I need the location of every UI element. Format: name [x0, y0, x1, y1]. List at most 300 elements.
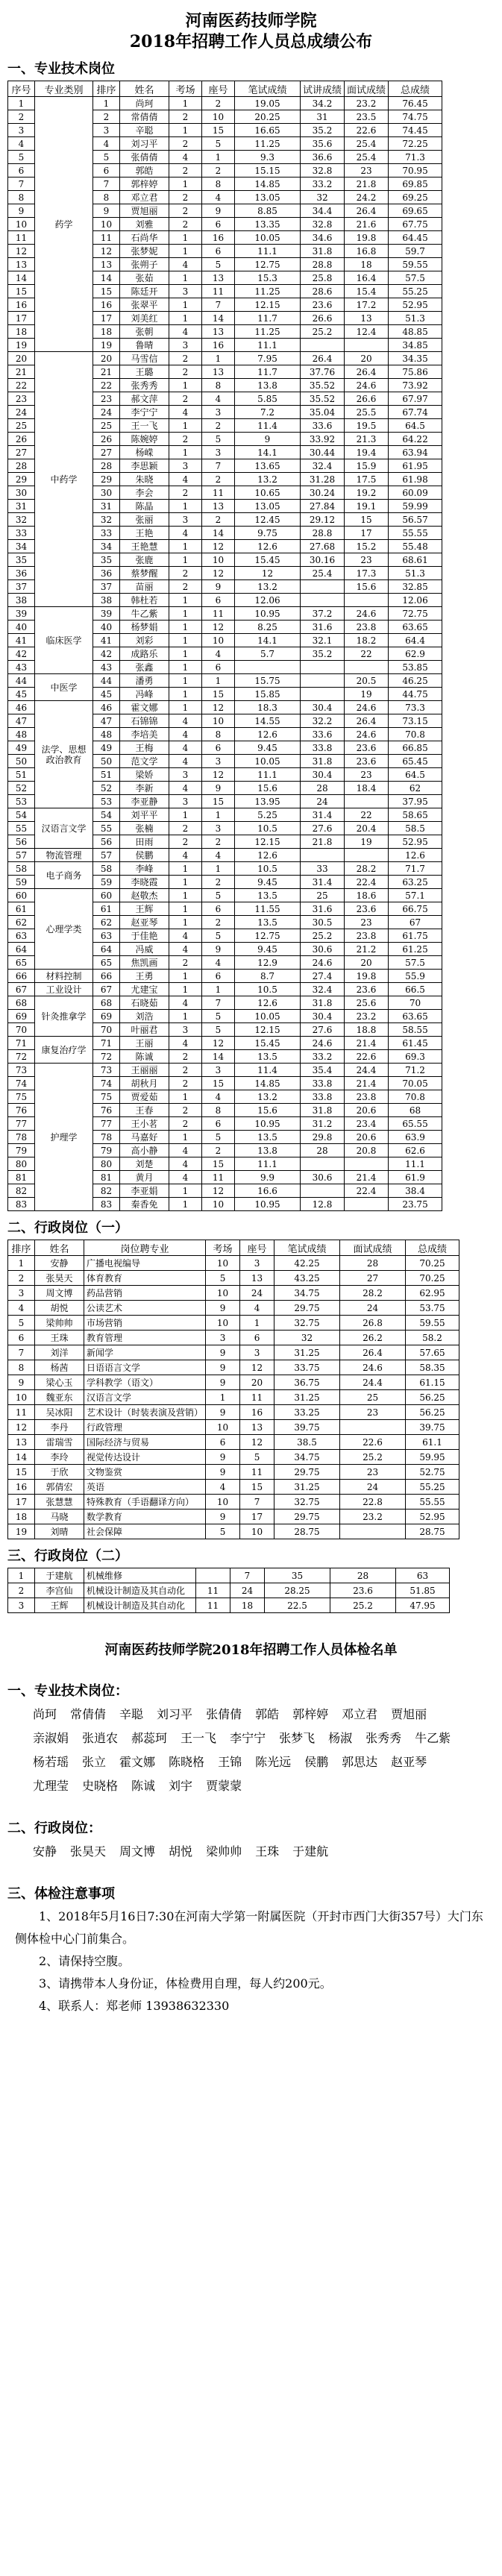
table-cell: 贾爱茹 [120, 1090, 169, 1104]
table-cell: 24.6 [345, 728, 389, 741]
table-cell: 51 [8, 768, 35, 782]
table-cell: 83 [8, 1198, 35, 1211]
table-cell: 10 [202, 1198, 235, 1211]
table-cell: 20.6 [345, 1104, 389, 1117]
table-cell: 邓立君 [120, 191, 169, 204]
table-cell: 50 [8, 755, 35, 768]
table-cell: 2 [169, 1077, 202, 1090]
table-cell: 36.75 [274, 1375, 340, 1390]
table-cell: 15 [8, 1465, 35, 1480]
table-cell: 9 [8, 1375, 35, 1390]
table-cell: 37.76 [301, 365, 345, 379]
table-cell: 23 [340, 1465, 406, 1480]
table-cell: 33.6 [301, 419, 345, 433]
table-cell: 11.1 [389, 1157, 442, 1171]
table-cell: 43 [8, 661, 35, 674]
table-cell: 74.75 [389, 110, 442, 124]
table-cell: 23.2 [345, 1010, 389, 1023]
table-cell: 14 [202, 527, 235, 540]
table-cell: 1 [169, 916, 202, 929]
category-cell: 电子商务 [35, 862, 93, 889]
table-cell: 75 [8, 1090, 35, 1104]
name-item: 郭皓 [255, 1707, 280, 1721]
name-item: 张秀秀 [365, 1731, 402, 1745]
category-cell: 临床医学 [35, 607, 93, 674]
table-cell: 13 [202, 500, 235, 513]
table-cell: 5 [8, 151, 35, 164]
table-cell: 61.25 [389, 943, 442, 956]
table-cell: 9.75 [235, 527, 301, 540]
table-cell: 10 [8, 218, 35, 231]
table-cell: 4 [202, 849, 235, 862]
table-cell: 13 [93, 258, 120, 271]
table-cell: 9 [8, 204, 35, 218]
table-cell: 18.8 [345, 1023, 389, 1037]
table-cell: 机械维修 [84, 1568, 196, 1583]
table-cell: 8.85 [235, 204, 301, 218]
table-cell: 45 [93, 688, 120, 701]
table-cell: 9 [93, 204, 120, 218]
table-cell: 24.4 [345, 1064, 389, 1077]
table-cell: 8.25 [235, 621, 301, 634]
table-cell: 鲁晴 [120, 339, 169, 352]
table-cell: 1 [169, 647, 202, 661]
table-cell: 1 [169, 1184, 202, 1198]
table-cell: 社会保障 [84, 1524, 206, 1539]
table-cell: 39 [8, 607, 35, 621]
table-cell: 52.95 [406, 1510, 459, 1524]
table-cell: 10 [206, 1420, 240, 1435]
category-cell: 法学、思想政治教育 [35, 701, 93, 808]
table-cell: 3 [240, 1256, 274, 1271]
table-cell: 6 [206, 1435, 240, 1450]
table-admin-2 [7, 1568, 450, 1613]
table-row [8, 1360, 459, 1375]
table-cell: 6 [93, 164, 120, 178]
table-cell: 视觉传达设计 [84, 1450, 206, 1465]
table-cell: 王丽丽 [120, 1064, 169, 1077]
table-cell: 64.4 [389, 634, 442, 647]
table-cell: 27 [8, 446, 35, 459]
table-cell [301, 849, 345, 862]
table-cell: 57.65 [406, 1345, 459, 1360]
table-cell: 12 [235, 567, 301, 580]
table-cell: 30 [8, 486, 35, 500]
table-cell: 9 [206, 1345, 240, 1360]
table-cell: 79 [8, 1144, 35, 1157]
table-cell: 23.8 [345, 929, 389, 943]
table-cell: 24.6 [345, 701, 389, 714]
table-cell: 16.65 [235, 124, 301, 137]
table-row [8, 1495, 459, 1510]
table-cell [301, 339, 345, 352]
table-cell: 23.6 [301, 298, 345, 312]
name-item: 王珠 [255, 1844, 280, 1859]
table-cell: 安静 [35, 1256, 84, 1271]
table-cell: 65 [93, 956, 120, 970]
table-cell: 张倩倩 [120, 151, 169, 164]
table-cell: 64.45 [389, 231, 442, 245]
table-cell: 33.25 [274, 1405, 340, 1420]
table-row [8, 1583, 450, 1598]
table-cell: 77 [8, 1117, 35, 1131]
table-cell: 19 [345, 688, 389, 701]
table-cell: 20.6 [345, 1131, 389, 1144]
table-cell: 23.6 [345, 741, 389, 755]
table-cell: 新闻学 [84, 1345, 206, 1360]
table-cell: 23.8 [345, 1090, 389, 1104]
table-cell: 1 [169, 674, 202, 688]
table-cell: 32.75 [274, 1316, 340, 1331]
table-cell: 4 [202, 392, 235, 406]
table-cell: 70.25 [406, 1256, 459, 1271]
table-admin-1 [7, 1240, 459, 1539]
table-cell: 23.75 [389, 1198, 442, 1211]
table-cell: 9.45 [235, 741, 301, 755]
table-cell: 6 [240, 1331, 274, 1345]
table-cell: 72 [8, 1050, 35, 1064]
table-cell: 1 [169, 1010, 202, 1023]
table-cell: 12 [202, 621, 235, 634]
table-cell: 1 [169, 540, 202, 553]
table-cell: 23.8 [345, 621, 389, 634]
table-cell: 68 [389, 1104, 442, 1117]
table-cell: 10.95 [235, 607, 301, 621]
table-row [8, 1510, 459, 1524]
table-cell: 24.6 [340, 1360, 406, 1375]
table-cell: 33 [93, 527, 120, 540]
table-cell: 11 [196, 1583, 230, 1598]
table-cell: 78 [93, 1131, 120, 1144]
table-cell: 4 [169, 996, 202, 1010]
table-cell: 刘美红 [120, 312, 169, 325]
table-cell: 51.3 [389, 312, 442, 325]
table-cell: 64.22 [389, 433, 442, 446]
table-cell: 8 [93, 191, 120, 204]
table-cell: 81 [93, 1171, 120, 1184]
name-item: 王一飞 [181, 1731, 217, 1745]
table-cell: 5 [202, 1131, 235, 1144]
table-cell: 王春 [120, 1104, 169, 1117]
table-cell: 33.8 [301, 1077, 345, 1090]
table-cell: 11 [202, 285, 235, 298]
table-cell: 21.4 [345, 1037, 389, 1050]
table-cell: 39.75 [274, 1420, 340, 1435]
table-cell: 30.44 [301, 446, 345, 459]
name-item: 张梦飞 [279, 1731, 316, 1745]
table-cell: 1 [169, 862, 202, 876]
table-cell: 11.7 [235, 365, 301, 379]
table-cell: 42.25 [274, 1256, 340, 1271]
table-cell: 1 [169, 634, 202, 647]
table-cell: 60 [93, 889, 120, 902]
table-cell: 51.3 [389, 567, 442, 580]
table-cell: 31.25 [274, 1480, 340, 1495]
table-cell: 1 [169, 245, 202, 258]
table-cell: 苗丽 [120, 580, 169, 594]
table-cell: 10 [202, 634, 235, 647]
table-cell: 77 [93, 1117, 120, 1131]
table-cell: 8 [8, 1360, 35, 1375]
table-cell: 2 [202, 164, 235, 178]
table-cell: 2 [202, 1144, 235, 1157]
table-cell: 67.74 [389, 406, 442, 419]
table-cell: 35 [8, 553, 35, 567]
table-cell: 3 [169, 339, 202, 352]
header-cell: 面试成绩 [345, 81, 389, 97]
table-cell: 69.85 [389, 178, 442, 191]
table-cell: 23 [345, 553, 389, 567]
table-cell: 7 [8, 178, 35, 191]
table-cell: 刘洋 [35, 1345, 84, 1360]
table-cell: 18.6 [345, 889, 389, 902]
table-cell: 4 [202, 191, 235, 204]
header-cell: 考场 [206, 1240, 240, 1256]
table-cell: 20 [240, 1375, 274, 1390]
table-cell: 3 [169, 768, 202, 782]
table-cell: 31.25 [274, 1345, 340, 1360]
table-cell: 65 [8, 956, 35, 970]
table-cell: 21 [8, 365, 35, 379]
table-cell: 17 [8, 312, 35, 325]
table-cell: 68 [93, 996, 120, 1010]
table-cell: 70.8 [389, 728, 442, 741]
table-cell: 22 [345, 647, 389, 661]
table-cell: 1 [202, 352, 235, 365]
table-cell: 13.8 [235, 1144, 301, 1157]
table-cell: 73.15 [389, 714, 442, 728]
table-cell: 66 [8, 970, 35, 983]
table-cell: 2 [169, 352, 202, 365]
table-cell: 4 [202, 956, 235, 970]
table-cell: 31.4 [301, 876, 345, 889]
table-cell: 58.55 [389, 1023, 442, 1037]
table-cell: 18 [230, 1598, 265, 1613]
table-cell: 3 [202, 822, 235, 835]
table-cell: 15 [202, 1077, 235, 1090]
table-cell: 61.45 [389, 1037, 442, 1050]
table-cell: 24.2 [345, 191, 389, 204]
header-cell: 试讲成绩 [301, 81, 345, 97]
table-cell: 5 [93, 151, 120, 164]
table-cell: 69 [93, 1010, 120, 1023]
table-cell: 22 [345, 808, 389, 822]
table-cell: 23.2 [340, 1510, 406, 1524]
name-item: 邓立君 [342, 1707, 378, 1721]
table-cell: 58.2 [406, 1331, 459, 1345]
table-cell: 44 [8, 674, 35, 688]
table-cell: 12 [202, 768, 235, 782]
table-cell: 1 [169, 298, 202, 312]
table-cell: 24.6 [301, 956, 345, 970]
table-cell: 26 [93, 433, 120, 446]
table-cell: 73 [93, 1064, 120, 1077]
table-cell: 胡悦 [35, 1301, 84, 1316]
name-item: 贾旭丽 [391, 1707, 427, 1721]
table-cell: 王辉 [120, 902, 169, 916]
table-cell: 20.25 [235, 110, 301, 124]
table-cell: 57.5 [389, 271, 442, 285]
table-cell: 61 [93, 902, 120, 916]
table-cell: 28.6 [301, 285, 345, 298]
header-cell: 笔试成绩 [274, 1240, 340, 1256]
table-cell: 47.95 [396, 1598, 450, 1613]
table-cell: 61.95 [389, 459, 442, 473]
table-cell: 33.6 [301, 728, 345, 741]
table-cell: 特殊教育（手语翻译方向） [84, 1495, 206, 1510]
table-cell: 1 [202, 983, 235, 996]
table-cell: 32.75 [274, 1495, 340, 1510]
category-cell: 康复治疗学 [35, 1037, 93, 1064]
table-cell: 刘彩 [120, 634, 169, 647]
table-cell: 28 [330, 1568, 396, 1583]
table-cell: 24 [340, 1480, 406, 1495]
table-cell: 体育教育 [84, 1271, 206, 1286]
table-cell: 64 [8, 943, 35, 956]
table-cell: 55.25 [406, 1480, 459, 1495]
table-cell: 27.6 [301, 1023, 345, 1037]
table-cell: 69 [8, 1010, 35, 1023]
table-cell: 20.5 [345, 674, 389, 688]
table-cell: 67 [8, 983, 35, 996]
table-cell: 黄月 [120, 1171, 169, 1184]
table-cell: 25.6 [345, 996, 389, 1010]
table-cell: 郭皓 [120, 164, 169, 178]
table-cell: 17 [8, 1495, 35, 1510]
name-item: 王锦 [218, 1755, 242, 1769]
table-cell: 15 [202, 124, 235, 137]
table-cell: 22 [93, 379, 120, 392]
table-cell: 12.15 [235, 1023, 301, 1037]
table-cell: 4 [169, 473, 202, 486]
category-cell: 针灸推拿学 [35, 996, 93, 1037]
table-cell: 11 [8, 1405, 35, 1420]
table-cell: 22.6 [345, 124, 389, 137]
table-cell: 14.1 [235, 446, 301, 459]
table-cell: 13.2 [235, 473, 301, 486]
table-cell: 14 [202, 312, 235, 325]
table-cell: 艺术设计（时装表演及营销） [84, 1405, 206, 1420]
table-cell: 23.6 [345, 902, 389, 916]
table-cell: 9 [202, 782, 235, 795]
notice-group2-title: 二、行政岗位： [7, 1821, 101, 1836]
table-cell [345, 594, 389, 607]
table-cell: 72.75 [389, 607, 442, 621]
table-row [8, 1064, 442, 1077]
table-cell: 27 [340, 1271, 406, 1286]
table-cell: 12.6 [235, 996, 301, 1010]
table-cell: 1 [8, 1568, 35, 1583]
name-item: 张倩倩 [206, 1707, 242, 1721]
name-item: 牛乙紫 [415, 1731, 451, 1745]
name-item: 胡悦 [169, 1844, 193, 1859]
table-cell: 41 [93, 634, 120, 647]
table-cell: 3 [202, 1064, 235, 1077]
table-cell: 辛聪 [120, 124, 169, 137]
table-cell: 69.65 [389, 204, 442, 218]
table-cell: 31 [8, 500, 35, 513]
table-cell: 7.2 [235, 406, 301, 419]
table-row [8, 849, 442, 862]
name-item: 周文博 [119, 1844, 156, 1859]
table-cell: 36.6 [301, 151, 345, 164]
table-cell: 15 [8, 285, 35, 298]
table-cell: 62 [389, 782, 442, 795]
notice-items [15, 1906, 484, 2017]
table-cell: 16 [202, 339, 235, 352]
category-cell: 物流管理 [35, 849, 93, 862]
table-cell: 44 [93, 674, 120, 688]
table-cell: 数学教育 [84, 1510, 206, 1524]
table-cell: 7 [240, 1495, 274, 1510]
table-cell: 10 [206, 1286, 240, 1301]
table-cell: 吴冰阳 [35, 1405, 84, 1420]
table-cell: 5 [202, 433, 235, 446]
table-cell: 9 [202, 580, 235, 594]
table-cell: 66.5 [389, 983, 442, 996]
table-cell: 14 [93, 271, 120, 285]
table-cell: 69.3 [389, 1050, 442, 1064]
table-row [8, 1435, 459, 1450]
table-cell: 33 [8, 527, 35, 540]
table-cell: 11.25 [235, 285, 301, 298]
table-cell: 25.4 [301, 567, 345, 580]
table-cell: 2 [169, 1117, 202, 1131]
table-cell: 梁心玉 [35, 1375, 84, 1390]
table-cell: 6 [202, 1117, 235, 1131]
table-cell: 5 [202, 258, 235, 271]
table-cell: 汉语言文学 [84, 1390, 206, 1405]
table-cell: 33.8 [301, 1090, 345, 1104]
table-cell: 20.4 [345, 822, 389, 835]
table-cell: 34 [8, 540, 35, 553]
notice-item: 1、2018年5月16日7:30在河南大学第一附属医院（开封市西门大街357号）大门东侧体检中心门前集合。 [15, 1909, 483, 1946]
table-cell: 12 [8, 245, 35, 258]
table-cell: 27.84 [301, 500, 345, 513]
table-cell: 9 [206, 1510, 240, 1524]
table-cell: 34.85 [389, 339, 442, 352]
table-cell: 63.65 [389, 1010, 442, 1023]
table-cell: 23.5 [345, 110, 389, 124]
table-cell: 74.45 [389, 124, 442, 137]
name-item: 贾蒙蒙 [206, 1779, 242, 1793]
name-item: 张昊天 [70, 1844, 107, 1859]
table-cell: 19.2 [345, 486, 389, 500]
table-cell: 48 [93, 728, 120, 741]
table-cell: 2 [169, 392, 202, 406]
table-cell: 23 [345, 916, 389, 929]
table-row [8, 97, 442, 110]
table-cell: 杨梦娟 [120, 621, 169, 634]
table-cell: 周文博 [35, 1286, 84, 1301]
table-cell: 25.2 [330, 1598, 396, 1613]
table-cell: 72 [93, 1050, 120, 1064]
table-cell: 46 [93, 701, 120, 714]
table-cell: 12 [202, 1184, 235, 1198]
table-cell: 6 [202, 902, 235, 916]
table-row [8, 1465, 459, 1480]
table-cell: 牛乙紫 [120, 607, 169, 621]
table-cell: 5 [202, 137, 235, 151]
table-cell: 28 [301, 782, 345, 795]
table-cell: 62.6 [389, 1144, 442, 1157]
notice-title: 河南医药技师学院2018年招聘工作人员体检名单 [104, 1642, 398, 1658]
header-cell: 总成绩 [389, 81, 442, 97]
table-cell: 叶丽君 [120, 1023, 169, 1037]
table-cell: 55 [8, 822, 35, 835]
table-cell: 27.68 [301, 540, 345, 553]
table-cell: 蔡梦醒 [120, 567, 169, 580]
